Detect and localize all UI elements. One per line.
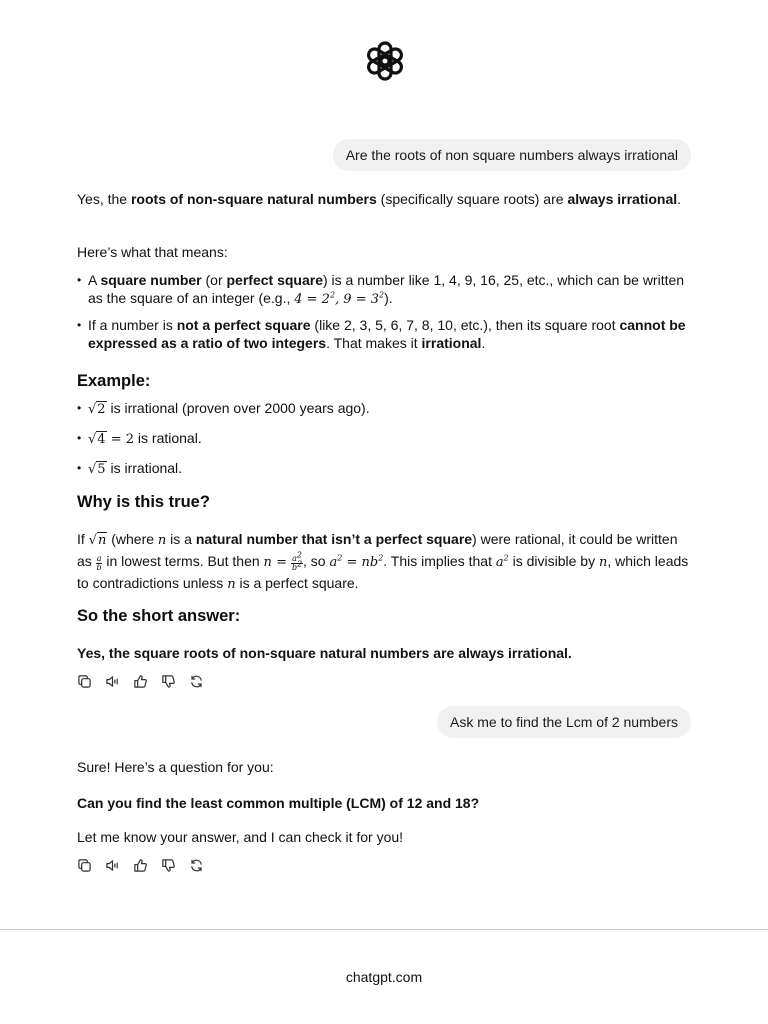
thumbs-down-icon[interactable] xyxy=(161,858,176,873)
read-aloud-icon[interactable] xyxy=(105,858,120,873)
math-expression: √5 xyxy=(88,462,106,477)
reply-means: Here’s what that means: xyxy=(77,244,228,260)
assistant-reply xyxy=(77,190,691,208)
math-expression: $4 = 2^2$, $9 = 3^2$ xyxy=(294,290,385,307)
message-actions xyxy=(77,857,204,873)
lcm-question: Can you find the least common multiple (LCM) of 12 and 18? xyxy=(77,795,480,811)
thumbs-up-icon[interactable] xyxy=(133,858,148,873)
short-answer-heading: So the short answer: xyxy=(77,607,241,625)
user-message-text: Ask me to find the Lcm of 2 numbers xyxy=(450,714,678,730)
thumbs-down-icon[interactable] xyxy=(161,674,176,689)
list-item: • √5 is irrational. xyxy=(77,459,691,479)
reply-intro: Yes, the roots of non-square natural numbers (specifically square roots) are always irrational. xyxy=(77,191,682,207)
thumbs-up-icon[interactable] xyxy=(133,674,148,689)
example-heading: Example: xyxy=(77,372,151,390)
math-expression: n = $\frac{a^2}{b^2}$ xyxy=(263,550,303,572)
list-item: • A square number (or perfect square) is a number like 1, 4, 9, 16, 25, etc., which can be written as the square of an integer (e.g., $4 = 2^2$, $9 = 3^2$). xyxy=(77,271,691,309)
copy-icon[interactable] xyxy=(77,858,92,873)
why-paragraph: If √n (where n is a natural number that isn’t a perfect square) were rational, it could be written as $\frac{a}{b}$ in lowest terms. But then n = $\frac{a^2}{b^2}$ , so $a^2 = nb^2$. This implies that $a^2$ is divisible by n, which leads to contradictions unless n is a perfect square. xyxy=(77,531,689,592)
math-expression: $\frac{a}{b}$ xyxy=(96,554,102,572)
short-answer: Yes, the square roots of non-square natural numbers are always irrational. xyxy=(77,645,572,661)
math-expression: √4 = 2 xyxy=(88,432,135,447)
why-heading: Why is this true? xyxy=(77,493,210,511)
read-aloud-icon[interactable] xyxy=(105,674,120,689)
footer-site[interactable]: chatgpt.com xyxy=(345,969,423,985)
math-expression: $a^2 = nb^2$ xyxy=(329,553,384,570)
user-message-bubble xyxy=(437,706,691,738)
reply-bullets xyxy=(77,271,691,309)
user-message-bubble xyxy=(333,139,691,171)
reply-closing: Let me know your answer, and I can check it for you! xyxy=(77,829,404,845)
footer-divider xyxy=(0,929,768,930)
openai-logo-icon xyxy=(359,37,411,85)
regenerate-icon[interactable] xyxy=(189,858,204,873)
reply-bullets-2 xyxy=(77,316,691,352)
regenerate-icon[interactable] xyxy=(189,674,204,689)
list-item: • √4 = 2 is rational. xyxy=(77,429,691,449)
message-actions xyxy=(77,673,204,689)
user-message-text: Are the roots of non square numbers always irrational xyxy=(345,147,678,163)
math-expression: √2 xyxy=(88,402,106,417)
math-expression: √n xyxy=(88,533,107,548)
assistant-reply: Sure! Here’s a question for you: xyxy=(77,759,274,775)
list-item: • √2 is irrational (proven over 2000 years ago). xyxy=(77,399,691,419)
list-item: • If a number is not a perfect square (like 2, 3, 5, 6, 7, 8, 10, etc.), then its square root cannot be expressed as a ratio of two integers. That makes it irrational. xyxy=(77,316,691,352)
example-list xyxy=(77,399,691,479)
copy-icon[interactable] xyxy=(77,674,92,689)
